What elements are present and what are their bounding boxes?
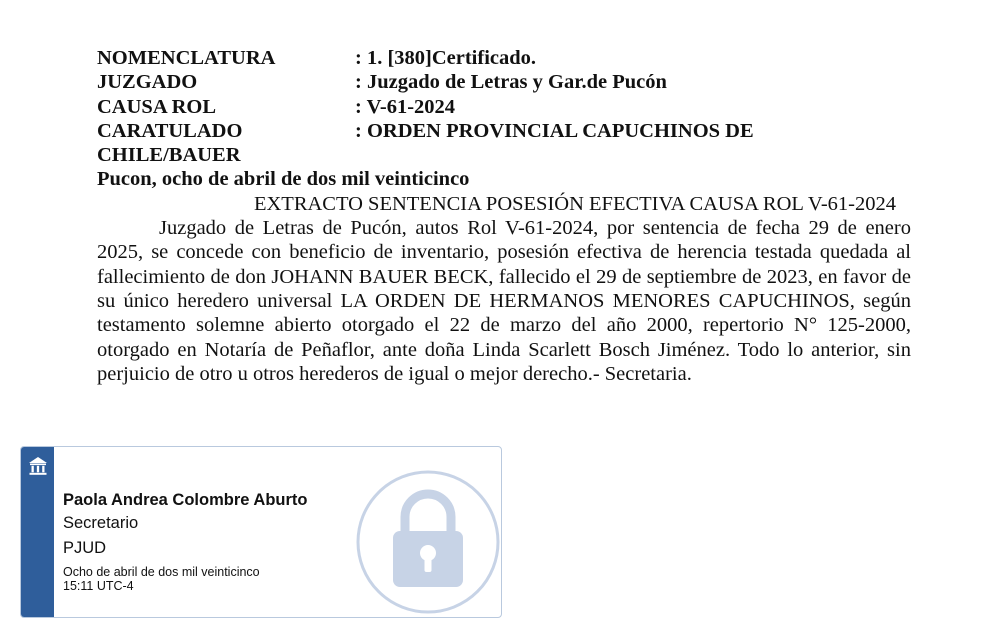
header-value: : ORDEN PROVINCIAL CAPUCHINOS DE [355,119,754,142]
signature-date: Ocho de abril de dos mil veinticinco [63,565,260,579]
institution-icon [27,455,49,482]
header-value: : 1. [380]Certificado. [355,47,537,69]
place-date: Pucon, ocho de abril de dos mil veinticinco [97,168,470,191]
signer-role: Secretario [63,514,139,532]
signer-organization: PJUD [63,539,107,557]
header-label: CARATULADO [97,119,243,142]
header-label: JUZGADO [97,71,198,94]
header-label: NOMENCLATURA [97,47,276,69]
header-row-nomenclatura [97,46,911,70]
header-row-caratulado [97,119,911,143]
signature-side-bar [21,447,54,617]
header-value: : Juzgado de Letras y Gar.de Pucón [355,71,667,94]
document-title: EXTRACTO SENTENCIA POSESIÓN EFECTIVA CAUSA ROL V-61-2024 [253,192,896,215]
signature-box [20,446,502,618]
header-value: : V-61-2024 [355,95,456,118]
header-row-causa-rol [97,95,911,119]
caratulado-continuation: CHILE/BAUER [97,144,241,167]
header-row-juzgado [97,70,911,94]
signature-time: 15:11 UTC-4 [63,579,134,593]
header-label: CAUSA ROL [97,95,217,118]
signature-details [63,489,307,593]
signer-name: Paola Andrea Colombre Aburto [63,491,308,509]
body-paragraph: Juzgado de Letras de Pucón, autos Rol V-61-2024, por sentencia de fecha 29 de enero 2025, se concede con beneficio de inventario, posesión efectiva de herencia testada quedada al fallecimiento de don JOHANN BAUER BECK, fallecido el 29 de septiembre de 2023, en favor de su único heredero universal LA ORDEN DE HERMANOS MENORES CAPUCHINOS, según testamento solemne abierto otorgado el 22 de marzo del año 2000, repertorio N° 125-2000, otorgado en Notaría de Peñaflor, ante doña Linda Scarlett Bosch Jiménez. Todo lo anterior, sin perjuicio de otro u otros herederos de igual o mejor derecho.- Secretaria. [97,217,911,385]
document-body [97,46,911,386]
lock-icon [355,469,501,618]
